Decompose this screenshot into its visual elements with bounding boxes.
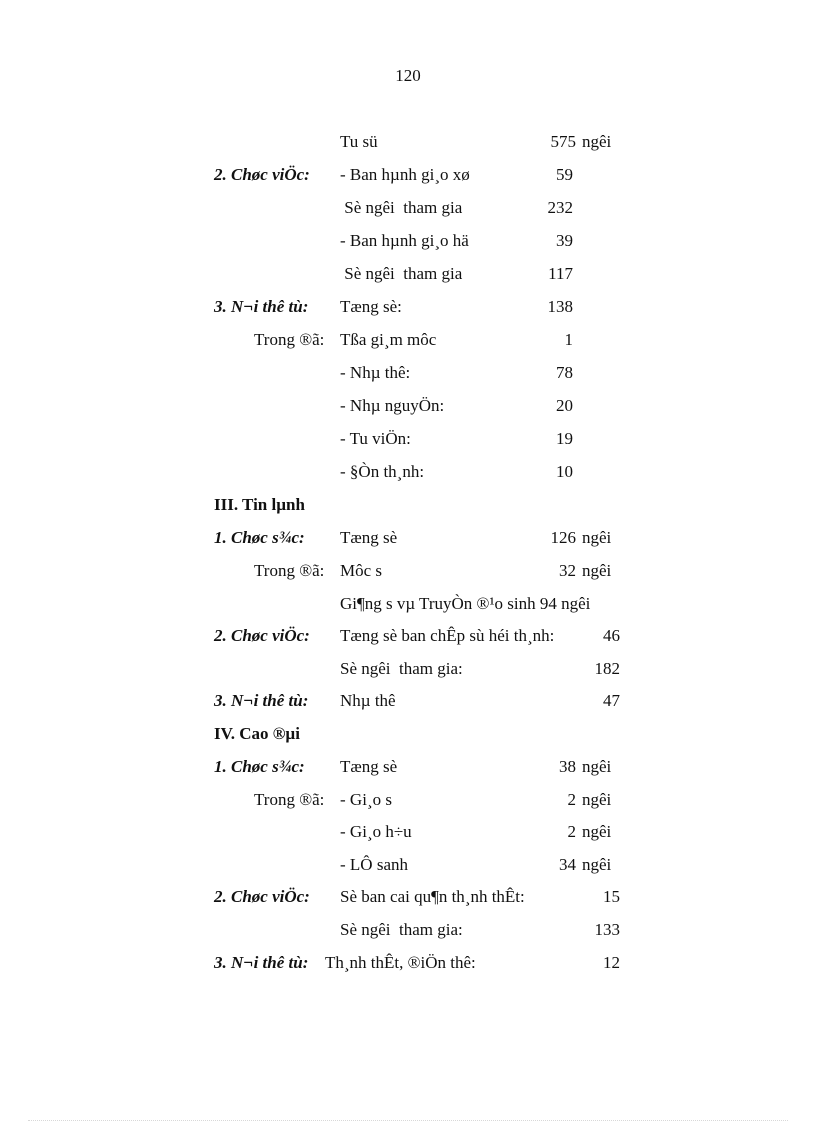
row-label: 1. Chøc s¾c: xyxy=(214,528,305,547)
row-value: 2 xyxy=(567,790,576,809)
row-text: Nhµ thê xyxy=(340,691,396,710)
row-text: - Gi¸o h÷u xyxy=(340,822,412,841)
row-text: Th¸nh thÊt, ®iÖn thê: xyxy=(325,953,476,972)
row-text: - §Òn th¸nh: xyxy=(340,462,425,481)
row-value: 10 xyxy=(556,462,573,481)
row-value: 59 xyxy=(556,165,573,184)
row-label: 1. Chøc s¾c: xyxy=(214,757,305,776)
row-value: 19 xyxy=(556,429,573,448)
row-value: 39 xyxy=(556,231,573,250)
row-label: 3. N¬i thê tù: xyxy=(214,691,309,710)
row-text: Sè ngêi tham gia xyxy=(340,264,463,283)
row-text: Môc s xyxy=(340,561,383,580)
row-value: 2 xyxy=(567,822,576,841)
row-value: 15 xyxy=(603,887,620,906)
row-value: 117 xyxy=(548,264,573,283)
row-text: Sè ban cai qu¶n th¸nh thÊt: xyxy=(340,887,525,906)
row-value: 182 xyxy=(594,659,620,678)
row-text: - LÔ sanh xyxy=(340,855,408,874)
row-value: 12 xyxy=(603,953,620,972)
row-label: IV. Cao ®µi xyxy=(214,724,300,743)
row-unit: ngêi xyxy=(582,528,612,547)
row-value: 20 xyxy=(556,396,573,415)
row-unit: ngêi xyxy=(582,757,612,776)
row-text: Sè ngêi tham gia: xyxy=(340,920,463,939)
row-label: Trong ®ã: xyxy=(254,790,325,809)
row-text: Sè ngêi tham gia: xyxy=(340,659,463,678)
row-label: 2. Chøc viÖc: xyxy=(214,165,310,184)
row-text: Tæng sè xyxy=(340,757,398,776)
row-unit: ngêi xyxy=(582,790,612,809)
row-value: 38 xyxy=(559,757,576,776)
row-text: - Ban hµnh gi¸o hä xyxy=(340,231,469,250)
row-value: 32 xyxy=(559,561,576,580)
row-value: 34 xyxy=(559,855,576,874)
row-label: 2. Chøc viÖc: xyxy=(214,887,310,906)
row-text: Sè ngêi tham gia xyxy=(340,198,463,217)
row-text: Tßa gi¸m môc xyxy=(340,330,437,349)
row-value: 78 xyxy=(556,363,573,382)
row-text: - Tu viÖn: xyxy=(340,429,411,448)
row-text: Tæng sè: xyxy=(340,297,402,316)
row-label: Trong ®ã: xyxy=(254,561,325,580)
row-text: - Ban hµnh gi¸o xø xyxy=(340,165,470,184)
row-text: - Nhµ nguyÖn: xyxy=(340,396,445,415)
row-label: 3. N¬i thê tù: xyxy=(214,297,309,316)
row-label: III. Tin lµnh xyxy=(214,495,305,514)
row-unit: ngêi xyxy=(582,822,612,841)
row-value: 47 xyxy=(603,691,620,710)
row-value: 46 xyxy=(603,626,620,645)
row-text: Tu sü xyxy=(340,132,378,151)
row-label: 3. N¬i thê tù: xyxy=(214,953,309,972)
row-unit: ngêi xyxy=(582,855,612,874)
row-label: 2. Chøc viÖc: xyxy=(214,626,310,645)
row-text: Tæng sè ban chÊp sù héi th¸nh: xyxy=(340,626,555,645)
row-value: 1 xyxy=(564,330,573,349)
row-text: Tæng sè xyxy=(340,528,398,547)
row-value: 575 xyxy=(550,132,576,151)
row-unit: ngêi xyxy=(582,561,612,580)
row-text: Gi¶ng s vµ TruyÒn ®¹o sinh 94 ngêi xyxy=(340,594,591,613)
row-value: 232 xyxy=(547,198,573,217)
row-text: - Nhµ thê: xyxy=(340,363,411,382)
row-value: 138 xyxy=(547,297,573,316)
row-value: 133 xyxy=(594,920,620,939)
page-bottom-divider xyxy=(28,1120,788,1121)
page-number: 120 xyxy=(395,66,421,85)
row-label: Trong ®ã: xyxy=(254,330,325,349)
row-unit: ngêi xyxy=(582,132,612,151)
row-text: - Gi¸o s xyxy=(340,790,392,809)
row-value: 126 xyxy=(550,528,576,547)
